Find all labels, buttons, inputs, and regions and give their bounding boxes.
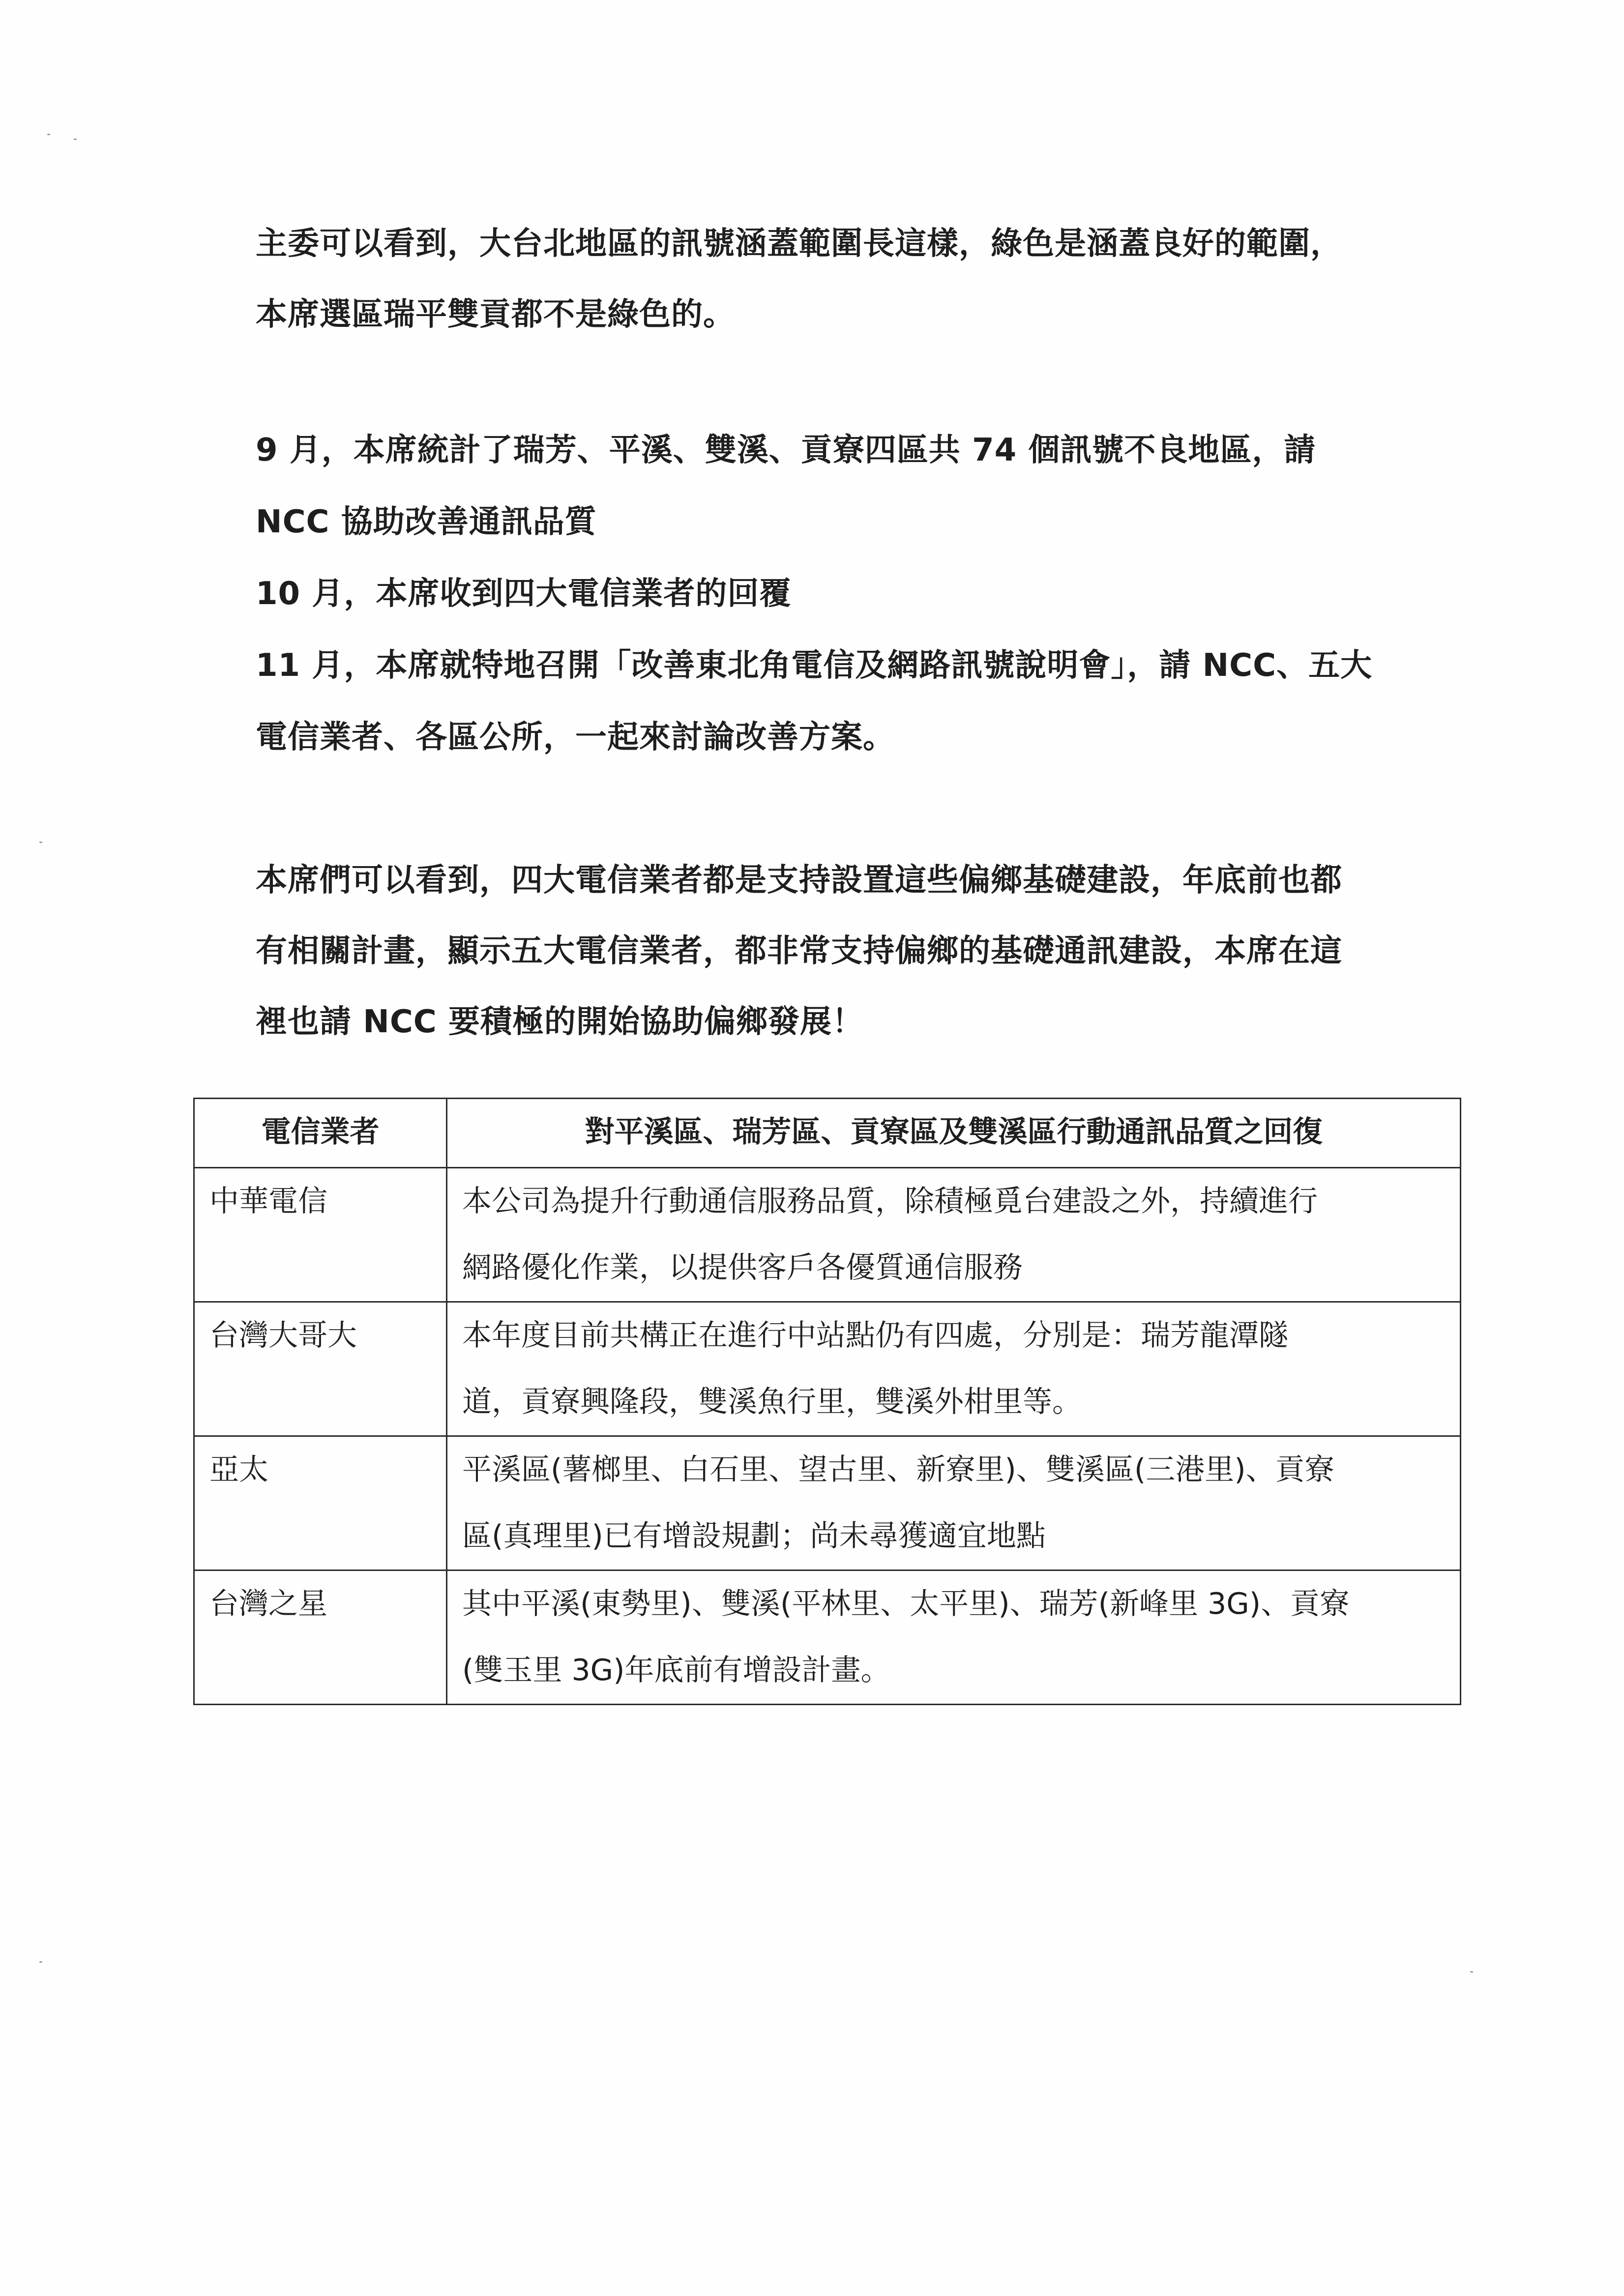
paragraph-line: 10 月，本席收到四大電信業者的回覆 (256, 576, 792, 612)
table-header-row (194, 1099, 1461, 1168)
paragraph-line: NCC 協助改善通訊品質 (256, 504, 597, 540)
scan-speck (74, 139, 77, 140)
table-row (194, 1302, 1461, 1436)
header-reply: 對平溪區、瑞芳區、貢寮區及雙溪區行動通訊品質之回復 (447, 1099, 1461, 1168)
paragraph-line: 9 月，本席統計了瑞芳、平溪、雙溪、貢寮四區共 74 個訊號不良地區，請 (256, 432, 1316, 468)
paragraph-line: 有相關計畫，顯示五大電信業者，都非常支持偏鄉的基礎通訊建設，本席在這 (256, 933, 1342, 969)
table-row (194, 1436, 1461, 1570)
reply-line: (雙玉里 3G)年底前有增設計畫。 (462, 1653, 890, 1687)
carrier-reply (447, 1570, 1461, 1705)
paragraph-line: 本席們可以看到，四大電信業者都是支持設置這些偏鄉基礎建設，年底前也都 (256, 862, 1342, 899)
paragraph-coverage-intro (256, 226, 1446, 332)
paragraph-line: 電信業者、各區公所，一起來討論改善方案。 (256, 719, 895, 756)
paragraph-line: 本席選區瑞平雙貢都不是綠色的。 (256, 296, 735, 333)
paragraph-line: 主委可以看到，大台北地區的訊號涵蓋範圍長這樣，綠色是涵蓋良好的範圍， (256, 226, 1342, 262)
carrier-reply (447, 1168, 1461, 1302)
carrier-name: 台灣之星 (194, 1570, 447, 1705)
reply-line: 本公司為提升行動通信服務品質，除積極覓台建設之外，持續進行 (462, 1184, 1318, 1219)
paragraph-timeline (256, 433, 1446, 755)
carrier-name: 台灣大哥大 (194, 1302, 447, 1436)
scan-speck (39, 1961, 42, 1963)
scan-speck (47, 134, 50, 135)
carrier-reply (447, 1436, 1461, 1570)
reply-line: 網路優化作業，以提供客戶各優質通信服務 (462, 1250, 1023, 1285)
reply-line: 道，貢寮興隆段，雙溪魚行里，雙溪外柑里等。 (462, 1385, 1082, 1419)
header-carrier: 電信業者 (194, 1099, 447, 1168)
reply-line: 平溪區(薯榔里、白石里、望古里、新寮里)、雙溪區(三港里)、貢寮 (462, 1453, 1334, 1487)
reply-line: 其中平溪(東勢里)、雙溪(平林里、太平里)、瑞芳(新峰里 3G)、貢寮 (462, 1587, 1350, 1621)
table-row (194, 1168, 1461, 1302)
paragraph-conclusion (256, 863, 1446, 1040)
paragraph-line: 11 月，本席就特地召開「改善東北角電信及網路訊號說明會」，請 NCC、五大 (256, 647, 1373, 684)
carrier-name: 亞太 (194, 1436, 447, 1570)
table-row (194, 1570, 1461, 1705)
reply-line: 本年度目前共構正在進行中站點仍有四處，分別是：瑞芳龍潭隧 (462, 1318, 1288, 1353)
carrier-reply (447, 1302, 1461, 1436)
carrier-reply-table (193, 1098, 1461, 1705)
carrier-name: 中華電信 (194, 1168, 447, 1302)
scan-speck (1470, 1971, 1473, 1973)
paragraph-line: 裡也請 NCC 要積極的開始協助偏鄉發展！ (256, 1004, 864, 1040)
scan-speck (39, 842, 42, 843)
reply-line: 區(真理里)已有增設規劃；尚未尋獲適宜地點 (462, 1519, 1046, 1553)
